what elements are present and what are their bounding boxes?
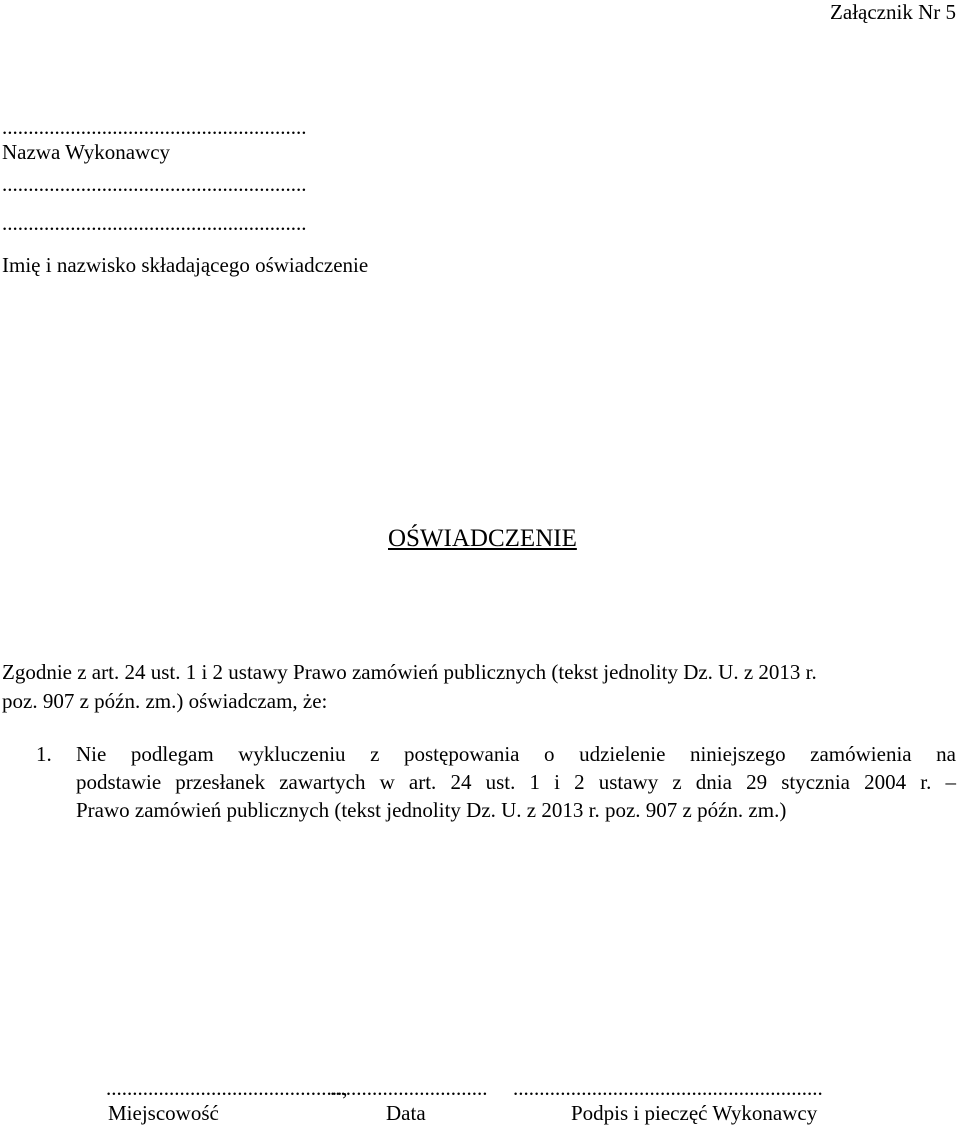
clause-number: 1.	[36, 742, 52, 766]
contractor-name-label: Nazwa Wykonawcy	[2, 140, 171, 164]
annex-label: Załącznik Nr 5	[830, 0, 956, 24]
signature-dots: ...........................................................	[513, 1076, 823, 1100]
contractor-name-dots-bottom: ..........................................................	[2, 172, 307, 196]
signatory-label: Imię i nazwisko składającego oświadczenie	[2, 253, 369, 277]
date-label: Data	[386, 1101, 426, 1125]
signature-label: Podpis i pieczęć Wykonawcy	[571, 1101, 818, 1125]
signatory-dots: ..........................................................	[2, 211, 307, 235]
intro-text-line-1: Zgodnie z art. 24 ust. 1 i 2 ustawy Prawo zamówień publicznych (tekst jednolity Dz. U. z 2013 r.	[2, 660, 817, 684]
clause-text-line-3: Prawo zamówień publicznych (tekst jednolity Dz. U. z 2013 r. poz. 907 z późn. zm.)	[76, 798, 787, 822]
place-dots: .............................................,	[106, 1076, 348, 1100]
clause-text-line-2: podstawie przesłanek zawartych w art. 24 ust. 1 i 2 ustawy z dnia 29 stycznia 2004 r. –	[76, 770, 956, 794]
place-label: Miejscowość	[108, 1101, 219, 1125]
date-dots: ..............................	[330, 1076, 488, 1100]
intro-text-line-2: poz. 907 z późn. zm.) oświadczam, że:	[2, 689, 328, 713]
contractor-name-dots-top: ..........................................................	[2, 115, 307, 139]
clause-text-line-1: Nie podlegam wykluczeniu z postępowania o udzielenie niniejszego zamówienia na	[76, 742, 956, 766]
document-title: OŚWIADCZENIE	[388, 525, 577, 552]
